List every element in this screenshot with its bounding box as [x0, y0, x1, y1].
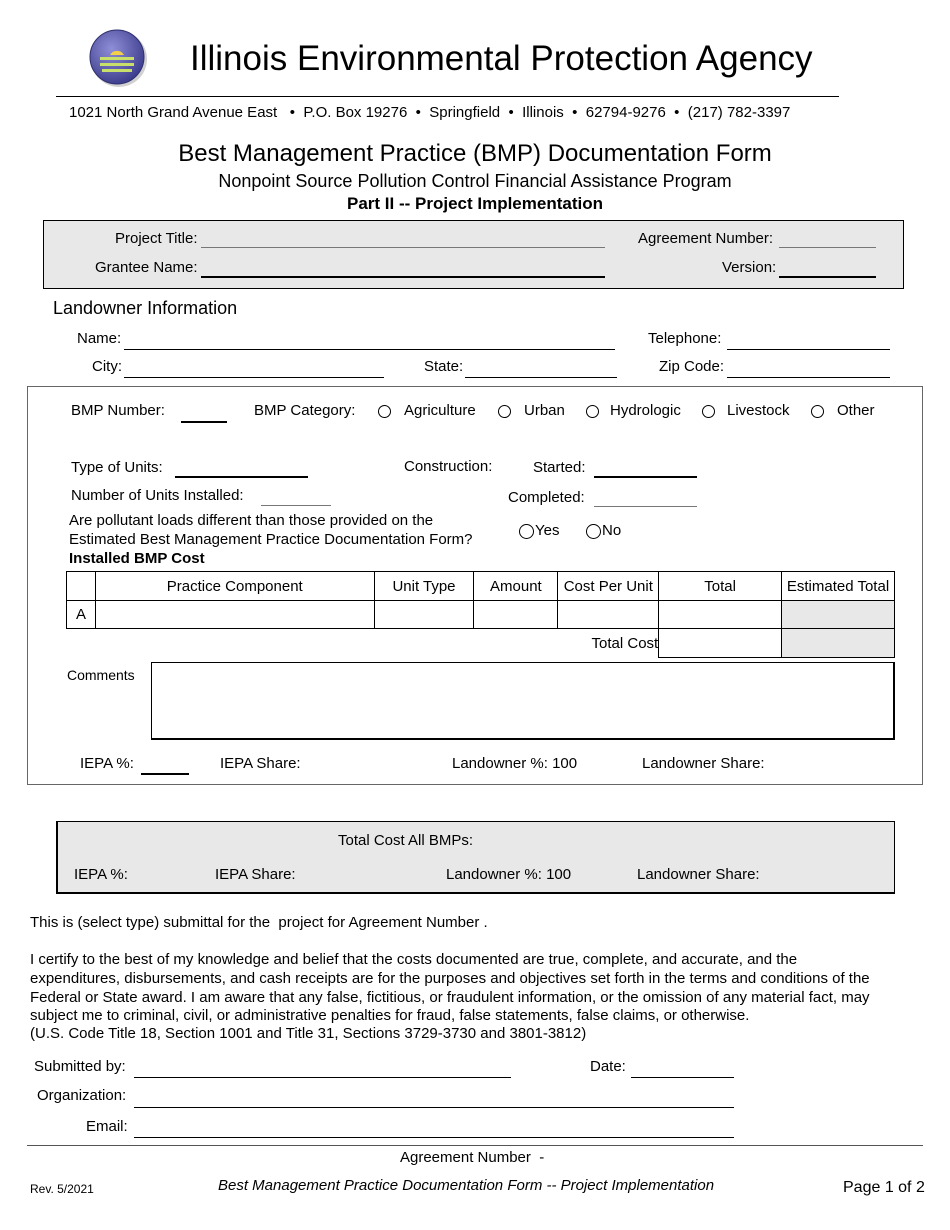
category-other-radio[interactable]: [811, 405, 824, 418]
bmp-number-label: BMP Number:: [71, 402, 165, 419]
address-zip: 62794-9276: [585, 104, 666, 121]
summary-landowner-percent-label: Landowner %: 100: [446, 866, 572, 883]
agreement-number-label: Agreement Number:: [638, 230, 774, 247]
pollutant-yes-radio[interactable]: [519, 524, 534, 539]
landowner-name-label: Name:: [77, 330, 122, 347]
certification-line-4: subject me to criminal, civil, or administrative penalties for fraud, false statements, false claims, or otherwise.: [30, 1007, 750, 1024]
category-agriculture-label: Agriculture: [404, 402, 476, 419]
agency-address: [69, 104, 790, 122]
city-label: City:: [92, 358, 122, 375]
pollutant-no-label: No: [602, 522, 622, 539]
summary-landowner-share-label: Landowner Share:: [637, 866, 760, 883]
footer-page-number: Page 1 of 2: [843, 1179, 925, 1196]
installed-cost-table: [66, 571, 895, 658]
form-title: Best Management Practice (BMP) Documentation Form: [178, 140, 772, 167]
completed-label: Completed:: [508, 489, 585, 506]
pollutant-question-line2: Estimated Best Management Practice Documentation Form?: [69, 531, 473, 548]
state-label: State:: [424, 358, 464, 375]
category-livestock-radio[interactable]: [702, 405, 715, 418]
grantee-name-field[interactable]: [201, 276, 605, 278]
footer-form-name: Best Management Practice Documentation Form -- Project Implementation: [218, 1177, 715, 1194]
zip-code-label: Zip Code:: [659, 358, 725, 375]
footer-agreement-number: Agreement Number -: [400, 1149, 545, 1166]
form-part: Part II -- Project Implementation: [347, 194, 603, 213]
form-subtitle: Nonpoint Source Pollution Control Financial Assistance Program: [218, 171, 732, 191]
address-separator: •: [674, 104, 680, 121]
construction-label: Construction:: [404, 458, 493, 475]
estimated-total-cell: [782, 601, 895, 629]
date-label: Date:: [590, 1058, 626, 1075]
category-hydrologic-label: Hydrologic: [610, 402, 681, 419]
footer-revision: Rev. 5/2021: [30, 1182, 94, 1196]
type-of-units-field[interactable]: [175, 476, 308, 478]
zip-code-field[interactable]: [727, 377, 890, 378]
version-field[interactable]: [779, 276, 876, 278]
total-cost-label: Total Cost: [67, 629, 659, 658]
agency-name: Illinois Environmental Protection Agency: [190, 39, 813, 78]
iepa-share-label: IEPA Share:: [220, 755, 301, 772]
pollutant-question-line1: Are pollutant loads different than those provided on the: [69, 512, 434, 529]
table-header-cell: Unit Type: [374, 572, 474, 601]
comments-label: Comments: [67, 667, 135, 683]
category-hydrologic-radio[interactable]: [586, 405, 599, 418]
agreement-number-field[interactable]: [779, 247, 876, 248]
started-date-field[interactable]: [594, 476, 697, 478]
submitted-by-label: Submitted by:: [34, 1058, 126, 1075]
certification-line-5: (U.S. Code Title 18, Section 1001 and Title 31, Sections 3729-3730 and 3801-3812): [30, 1025, 587, 1042]
address-separator: •: [572, 104, 578, 121]
certification-line-3: Federal or State award. I am aware that any false, fictitious, or fraudulent information, or the omission of any material fact, may: [30, 989, 870, 1006]
organization-label: Organization:: [37, 1087, 127, 1104]
address-phone: (217) 782-3397: [687, 104, 791, 121]
bmp-category-label: BMP Category:: [254, 402, 356, 419]
units-installed-label: Number of Units Installed:: [71, 487, 244, 504]
address-city: Springfield: [429, 104, 501, 121]
amount-cell[interactable]: [474, 601, 558, 629]
submitted-by-field[interactable]: [134, 1077, 511, 1078]
certification-line-2: expenditures, disbursements, and cash receipts are for the purposes and objectives set forth in the terms and conditions of the: [30, 970, 870, 987]
practice-component-cell[interactable]: [95, 601, 374, 629]
summary-iepa-percent-label: IEPA %:: [74, 866, 128, 883]
certification-line-1: I certify to the best of my knowledge and belief that the costs documented are true, complete, and accurate, and the: [30, 951, 798, 968]
total-cost-row: [67, 629, 895, 658]
category-livestock-label: Livestock: [727, 402, 790, 419]
installed-cost-heading: Installed BMP Cost: [69, 550, 205, 567]
started-label: Started:: [533, 459, 586, 476]
table-header-cell: Total: [659, 572, 782, 601]
table-header-cell: Cost Per Unit: [558, 572, 659, 601]
grantee-name-label: Grantee Name:: [95, 259, 198, 276]
header-rule: [56, 96, 839, 97]
total-cost-cell[interactable]: [659, 629, 782, 658]
landowner-name-field[interactable]: [124, 349, 615, 350]
iepa-percent-label: IEPA %:: [80, 755, 134, 772]
pollutant-yes-label: Yes: [535, 522, 560, 539]
email-label: Email:: [86, 1118, 128, 1135]
table-header-cell: Amount: [474, 572, 558, 601]
email-field[interactable]: [134, 1137, 734, 1138]
landowner-heading: Landowner Information: [53, 298, 238, 318]
table-row: [67, 601, 895, 629]
address-separator: •: [289, 104, 295, 121]
project-title-label: Project Title:: [115, 230, 198, 247]
date-field[interactable]: [631, 1077, 734, 1078]
category-urban-label: Urban: [524, 402, 565, 419]
address-separator: •: [508, 104, 514, 121]
type-of-units-label: Type of Units:: [71, 459, 163, 476]
completed-date-field[interactable]: [594, 506, 697, 507]
bmp-number-field[interactable]: [181, 421, 227, 423]
cost-per-unit-cell[interactable]: [558, 601, 659, 629]
footer-rule: [27, 1145, 923, 1146]
summary-iepa-share-label: IEPA Share:: [215, 866, 296, 883]
table-header-blank: [67, 572, 96, 601]
telephone-field[interactable]: [727, 349, 890, 350]
iepa-percent-field[interactable]: [141, 773, 189, 775]
state-field[interactable]: [465, 377, 617, 378]
landowner-percent-label: Landowner %: 100: [452, 755, 578, 772]
pollutant-no-radio[interactable]: [586, 524, 601, 539]
row-letter: A: [67, 601, 96, 629]
project-title-field[interactable]: [201, 247, 605, 248]
organization-field[interactable]: [134, 1107, 734, 1108]
comments-field[interactable]: [151, 662, 895, 740]
estimated-total-cost-cell: [782, 629, 895, 658]
table-header-row: [67, 572, 895, 601]
total-cost-all-bmps-label: Total Cost All BMPs:: [338, 832, 474, 849]
agency-logo: [88, 28, 148, 88]
address-po-box: P.O. Box 19276: [303, 104, 408, 121]
category-urban-radio[interactable]: [498, 405, 511, 418]
category-agriculture-radio[interactable]: [378, 405, 391, 418]
table-header-cell: Estimated Total: [782, 572, 895, 601]
unit-type-cell[interactable]: [374, 601, 474, 629]
address-separator: •: [415, 104, 421, 121]
table-header-cell: Practice Component: [95, 572, 374, 601]
city-field[interactable]: [124, 377, 384, 378]
address-street: 1021 North Grand Avenue East: [69, 104, 278, 121]
category-other-label: Other: [837, 402, 875, 419]
total-cell[interactable]: [659, 601, 782, 629]
submittal-statement: This is (select type) submittal for the project for Agreement Number .: [30, 914, 488, 931]
address-state: Illinois: [522, 104, 564, 121]
telephone-label: Telephone:: [648, 330, 722, 347]
units-installed-field[interactable]: [261, 505, 331, 506]
version-label: Version:: [722, 259, 777, 276]
landowner-share-label: Landowner Share:: [642, 755, 765, 772]
